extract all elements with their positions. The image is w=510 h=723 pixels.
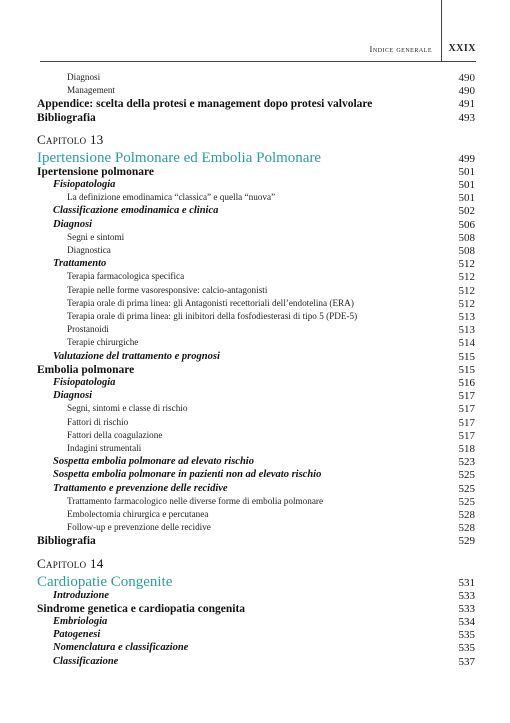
toc-entry-page: 499: [458, 152, 475, 165]
toc-entry-page: 535: [458, 642, 475, 655]
toc-entry-page: 490: [458, 72, 475, 84]
toc-entry-page: 502: [458, 205, 475, 218]
toc-entry-page: 523: [458, 456, 475, 469]
toc-entry-page: 512: [458, 284, 475, 297]
toc-entry-title: Sospetta embolia polmonare in pazienti non ad elevato rischio: [53, 469, 322, 481]
toc-entry-page: 516: [458, 377, 475, 389]
toc-entry-page: 508: [458, 245, 475, 257]
toc-entry-title: Embriologia: [53, 616, 108, 627]
toc-entry-page: 512: [458, 297, 475, 310]
toc-entry-page: 517: [458, 403, 475, 416]
toc-entry-page: 491: [458, 98, 475, 111]
toc-entry-title: Appendice: scelta della protesi e management dopo protesi valvolare: [37, 98, 373, 111]
toc-entry-page: 528: [458, 522, 475, 535]
toc-entry-title: Bibliografia: [37, 111, 96, 124]
toc-entry-title: Segni, sintomi e classe di rischio: [67, 403, 188, 414]
toc-entry-page: 513: [458, 311, 475, 323]
toc-entry-page: 493: [458, 111, 475, 124]
toc-entry-page: 517: [458, 416, 475, 429]
toc-entry-title: Sospetta embolia polmonare ad elevato rischio: [53, 456, 254, 468]
toc-entry-page: 508: [458, 231, 475, 244]
toc-entry-title: Management: [67, 85, 115, 96]
toc-entry-page: 517: [458, 390, 475, 403]
toc-entry-page: 518: [458, 443, 475, 455]
toc-entry-title: Trattamento farmacologico nelle diverse forme di embolia polmonare: [67, 495, 324, 506]
toc-entry-title: Segni e sintomi: [67, 231, 125, 242]
toc-entry-page: 525: [458, 469, 475, 482]
toc-entry-title: Patogenesi: [53, 629, 101, 641]
toc-entry-page: 515: [458, 350, 475, 363]
toc-entry-page: 517: [458, 429, 475, 442]
toc-entry-page: 513: [458, 324, 475, 337]
toc-entry-title: La definizione emodinamica “classica” e quella “nuova”: [67, 192, 276, 203]
toc-entry-page: 515: [458, 363, 475, 376]
toc-entry-page: 501: [458, 179, 475, 191]
toc-entry-page: 490: [458, 85, 475, 98]
toc-entry-page: 512: [458, 258, 475, 271]
toc-entry-title: Indagini strumentali: [67, 443, 142, 453]
toc-entry-page: 512: [458, 271, 475, 284]
toc-entry-page: 533: [458, 602, 475, 615]
toc-entry-page: 525: [458, 495, 475, 508]
toc-entry-title: Nomenclatura e classificazione: [53, 642, 189, 654]
toc-entry-title: Terapie chirurgiche: [67, 337, 139, 348]
toc-entry-title: Terapia farmacologica specifica: [67, 271, 185, 282]
running-header-title: Indice generale: [369, 44, 432, 54]
toc-entry-title: Introduzione: [53, 589, 110, 601]
toc-entry-title: Capitolo 13: [37, 131, 104, 147]
toc-entry-page: 534: [458, 616, 475, 628]
toc-entry-title: Diagnostica: [67, 245, 111, 255]
toc-entry-title: Terapia orale di prima linea: gli Antagonisti recettoriali dell’endotelina (ERA): [67, 297, 354, 308]
toc-entry-title: Ipertensione polmonare: [37, 165, 155, 178]
toc-entry-title: Embolia polmonare: [37, 363, 135, 376]
toc-entry-title: Fattori della coagulazione: [67, 429, 163, 440]
toc-entry-title: Fisiopatologia: [53, 179, 116, 190]
toc-entry-title: Diagnosi: [53, 390, 93, 402]
toc-entry-title: Ipertensione Polmonare ed Embolia Polmonare: [37, 149, 322, 166]
toc-entry-page: 533: [458, 589, 475, 602]
toc-entry-title: Classificazione: [53, 655, 119, 667]
toc-entry-page: 525: [458, 482, 475, 495]
toc-entry-title: Terapie nelle forme vasoresponsive: calcio-antagonisti: [67, 284, 268, 295]
toc-entry-title: Valutazione del trattamento e prognosi: [53, 350, 220, 362]
toc-entry-page: 529: [458, 535, 475, 548]
toc-entry-title: Diagnosi: [67, 72, 101, 82]
toc-entry-page: 528: [458, 509, 475, 521]
toc-entry-title: Follow-up e prevenzione delle recidive: [67, 522, 211, 533]
toc-entry-title: Capitolo 14: [37, 555, 104, 571]
running-header-page-number: XXIX: [448, 43, 476, 54]
toc-entry-title: Sindrome genetica e cardiopatia congenita: [37, 602, 246, 615]
toc-entry-title: Prostanoidi: [67, 324, 109, 335]
toc-entry-page: 501: [458, 192, 475, 205]
toc-entry-title: Embolectomia chirurgica e percutanea: [67, 509, 209, 519]
toc-entry-title: Classificazione emodinamica e clinica: [53, 205, 219, 217]
toc-entry-title: Trattamento: [53, 258, 107, 270]
toc-entry-title: Fisiopatologia: [53, 377, 116, 388]
toc-entry-title: Bibliografia: [37, 535, 96, 548]
toc-entry-title: Fattori di rischio: [67, 416, 129, 427]
toc-entry-page: 537: [458, 655, 475, 668]
toc-entry-page: 501: [458, 165, 475, 178]
toc-entry-title: Terapia orale di prima linea: gli inibitori della fosfodiesterasi di tipo 5 (PDE-5): [67, 311, 358, 321]
toc-entry-page: 514: [458, 337, 475, 350]
toc-entry-page: 506: [458, 218, 475, 231]
toc-entry-title: Trattamento e prevenzione delle recidive: [53, 482, 228, 494]
toc-entry-title: Cardiopatie Congenite: [37, 573, 173, 590]
toc-entry-page: 531: [458, 576, 475, 589]
toc-entry-page: 535: [458, 629, 475, 642]
toc-entry-title: Diagnosi: [53, 218, 93, 230]
